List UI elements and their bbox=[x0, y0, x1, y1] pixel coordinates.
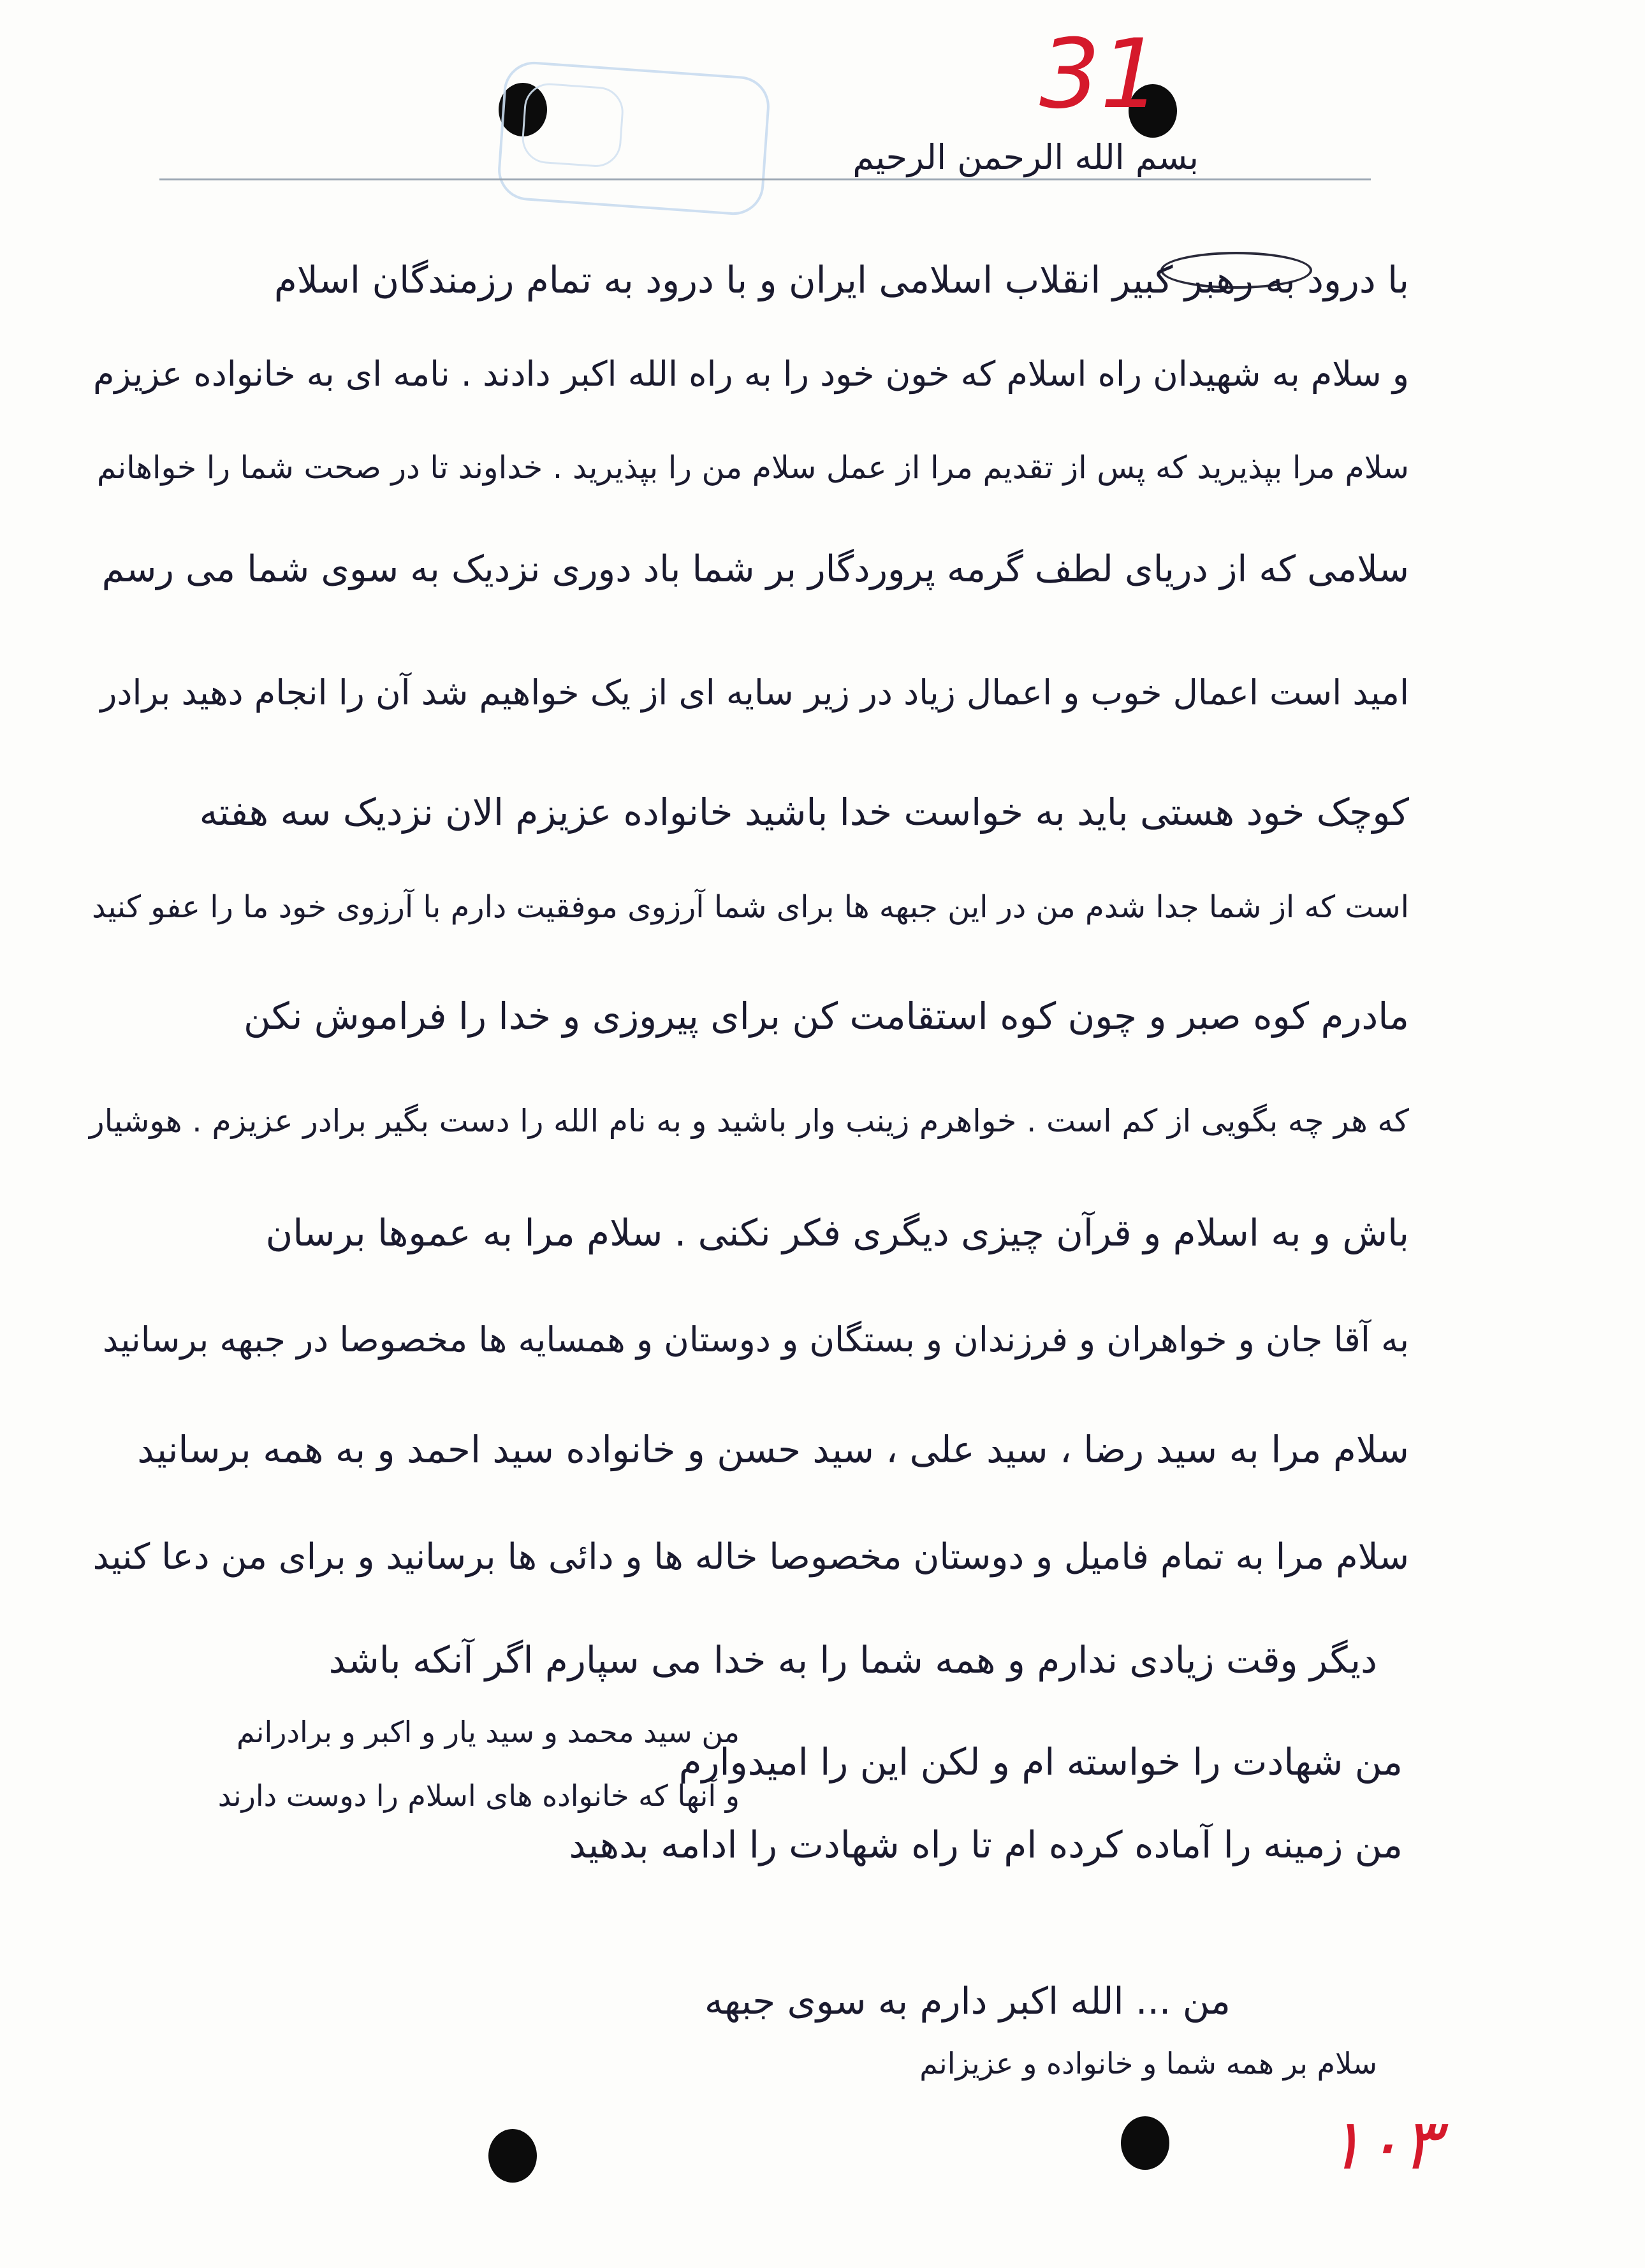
body-line-15: من شهادت را خواسته ام و لکن این را امیدوارم bbox=[678, 1740, 1403, 1784]
body-line-4: سلامی که از دریای لطف گرمه پروردگار بر شما باد دوری نزدیک به سوی شما می رسم bbox=[101, 548, 1409, 590]
body-line-7: است که از شما جدا شدم من در این جبهه ها برای شما آرزوی موفقیت دارم با آرزوی خود ما را عفو کنید bbox=[92, 889, 1409, 925]
body-line-3: سلام مرا بپذیرید که پس از تقدیم مرا از عمل سلام من را بپذیرید . خداوند تا در صحت شما را خواهانم bbox=[96, 449, 1409, 486]
basmala: بسم الله الرحمن الرحیم bbox=[852, 137, 1199, 177]
side-note-line-2: و آنها که خانواده های اسلام را دوست دارند bbox=[217, 1778, 740, 1813]
closing-line-1: من ... الله اکبر دارم به سوی جبهه bbox=[704, 1979, 1231, 2023]
body-line-13: سلام مرا به تمام فامیل و دوستان مخصوصا خاله ها و دائی ها برسانید و برای من دعا کنید bbox=[92, 1536, 1409, 1578]
header-rule bbox=[159, 178, 1371, 180]
body-line-10: باش و به اسلام و قرآن چیزی دیگری فکر نکنی . سلام مرا به عموها برسان bbox=[265, 1211, 1409, 1254]
body-line-6: کوچک خود هستی باید به خواست خدا باشید خانواده عزیزم الان نزدیک سه هفته bbox=[199, 790, 1409, 834]
side-note-line-1: من سید محمد و سید یار و اکبر و برادرانم bbox=[237, 1715, 740, 1749]
punch-hole bbox=[488, 2129, 537, 2183]
body-line-5: امید است اعمال خوب و اعمال زیاد در زیر سایه ای از یک خواهیم شد آن را انجام دهید برادر bbox=[100, 672, 1409, 713]
body-line-8: مادرم کوه صبر و چون کوه استقامت کن برای پیروزی و خدا را فراموش نکن bbox=[244, 994, 1409, 1038]
body-line-12: سلام مرا به سید رضا ، سید علی ، سید حسن و خانواده سید احمد و به همه برسانید bbox=[137, 1428, 1409, 1471]
faded-stamp bbox=[496, 60, 771, 217]
page-number-top: 31 bbox=[1039, 19, 1161, 130]
body-line-11: به آقا جان و خواهران و فرزندان و بستگان و دوستان و همسایه ها مخصوصا در جبهه برسانید bbox=[103, 1319, 1409, 1360]
page-number-bottom: ۱۰۳ bbox=[1326, 2104, 1440, 2185]
punch-hole bbox=[1121, 2116, 1169, 2170]
body-line-16: من زمینه را آماده کرده ام تا راه شهادت را ادامه بدهید bbox=[569, 1823, 1403, 1866]
body-line-14: دیگر وقت زیادی ندارم و همه شما را به خدا می سپارم اگر آنکه باشد bbox=[328, 1638, 1377, 1682]
body-line-1: با درود به رهبر کبیر انقلاب اسلامی ایران و با درود به تمام رزمندگان اسلام bbox=[274, 258, 1409, 302]
closing-line-2: سلام بر همه شما و خانواده و عزیزانم bbox=[919, 2046, 1377, 2081]
body-line-2: و سلام به شهیدان راه اسلام که خون خود را به راه الله اکبر دادند . نامه ای به خانواده عزیزم bbox=[92, 354, 1409, 394]
body-line-9: که هر چه بگویی از کم است . خواهرم زینب وار باشید و به نام الله را دست بگیر برادر عزیزم . هوشیار bbox=[89, 1103, 1409, 1139]
